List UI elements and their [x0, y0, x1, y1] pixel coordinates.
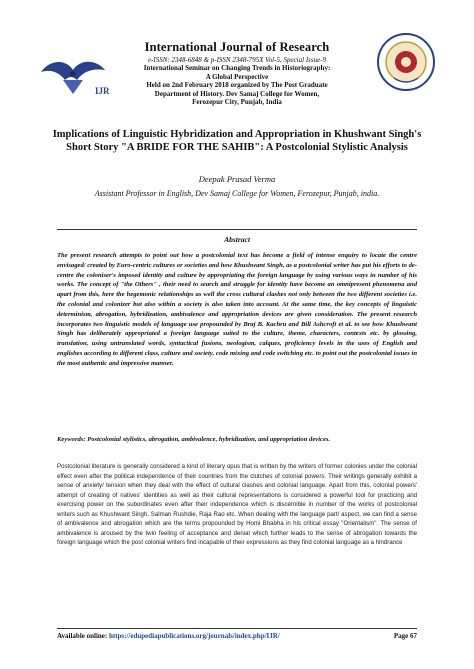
page-footer [57, 632, 417, 640]
footer-url-link[interactable]: https://edupediapublications.org/journals/index.php/IJR/ [108, 632, 280, 640]
abstract-heading: Abstract [224, 235, 250, 244]
abstract-top-rule [57, 229, 417, 230]
seminar-line-3: Held on 2nd February 2018 organized by The Post Graduate [146, 81, 328, 89]
journal-header [0, 40, 474, 107]
seminar-line-1: International Seminar on Changing Trends in Historiography: [143, 64, 331, 72]
seminar-line-4: Department of History. Dev Samaj College for Women, [154, 89, 320, 98]
body-paragraph: Postcolonial literature is generally considered a kind of literary opus that is written by the writers of former colonies under the colonial effect even after the political independence of their countries from the clutches of colonial powers. Their writings generally exhibit a sense of anxiety/ tension when they deal with the effect of cultural clashes and colonial language. Apart from this, colonial powers' attempt of creating of natives' identities as well as their cultural representations is considered a powerful tool for practicing and exercising power on the subordinates even after their independence which is discernible in number of the works of postcolonial writers such as Khushwant Singh, Salman Rushdie, Raja Rao etc. When dealing with the language part/ aspect, we can find a sense of ambivalence and abrogation which are the terms propounded by Homi Bhabha in his critical essay "Orientalism". The sense of ambivalence is aroused by the twin feeling of acceptance and denial which further leads to the sense of abrogation towards the foreign language which the post colonial writers find incapable of their expressions as they find colonial language as a hindrance [57, 463, 417, 547]
seminar-line-5: Ferozepur City, Punjab, India [192, 98, 282, 106]
footer-rule [57, 628, 417, 629]
seminar-line-2: A Global Perspective [205, 72, 269, 81]
issn-line: e-ISSN: 2348-6848 & p-ISSN 2348-795X Vol-5, Special Issue-9 [147, 56, 327, 64]
abstract-text: The present research attempts to point out how a postcolonial text has become a field of intense enquiry to locate the centre envisaged/ created by Euro-centric cultures or societies and how Khushwant Singh, as a postcolonial writer has put his efforts to de-centre the coloniser's imposed identity and culture by appropriating the foreign language by using various ways in number of his works. The concept of "the Others" , their need to search and struggle for identity have become an omnipresent phenomena and apart from this, here the hegemonic relationships as well the cross cultural clashes not only between the two different societies i.e. the colonial and colonizer but also within a society is also taken into account. At the same time, the key concepts of linguistic determinism, abrogation, hybridization, ambivalence and appropriation devices are given consideration. The present research incorporates two linguistic models of language use propounded by Braj B. Kachru and Bill Ashcroft et al. to see how Khushwant Singh has deliberately appropriated a foreign language suited to the culture, theme, characters, contexts etc. by glossing, translation, using untranslated words, syntactical fusions, neologism, calques, proficiency levels in the uses of English and englishes according to different class, culture and society, code mixing and code switching etc. to point out the postcolonial issues in the most authentic and impressive manner. [57, 252, 417, 367]
footer-label: Available online: [57, 632, 108, 640]
author-name: Deepak Prasad Verma [198, 174, 276, 184]
journal-logo-text: IJR [95, 86, 110, 96]
journal-title: International Journal of Research [144, 40, 330, 54]
paper-title: Implications of Linguistic Hybridization and Appropriation in Khushwant Singh's Short Story "A BRIDE FOR THE SAHIB": A Postcolonial Stylistic Analysis [52, 129, 422, 153]
page-number: Page 67 [393, 632, 417, 640]
keywords: Keywords: Postcolonial stylistics, abrogation, ambivalence, hybridization, and appropriation devices. [57, 436, 331, 443]
author-affiliation: Assistant Professor in English, Dev Samaj College for Women, Ferozepur, Punjab, india. [94, 189, 380, 198]
